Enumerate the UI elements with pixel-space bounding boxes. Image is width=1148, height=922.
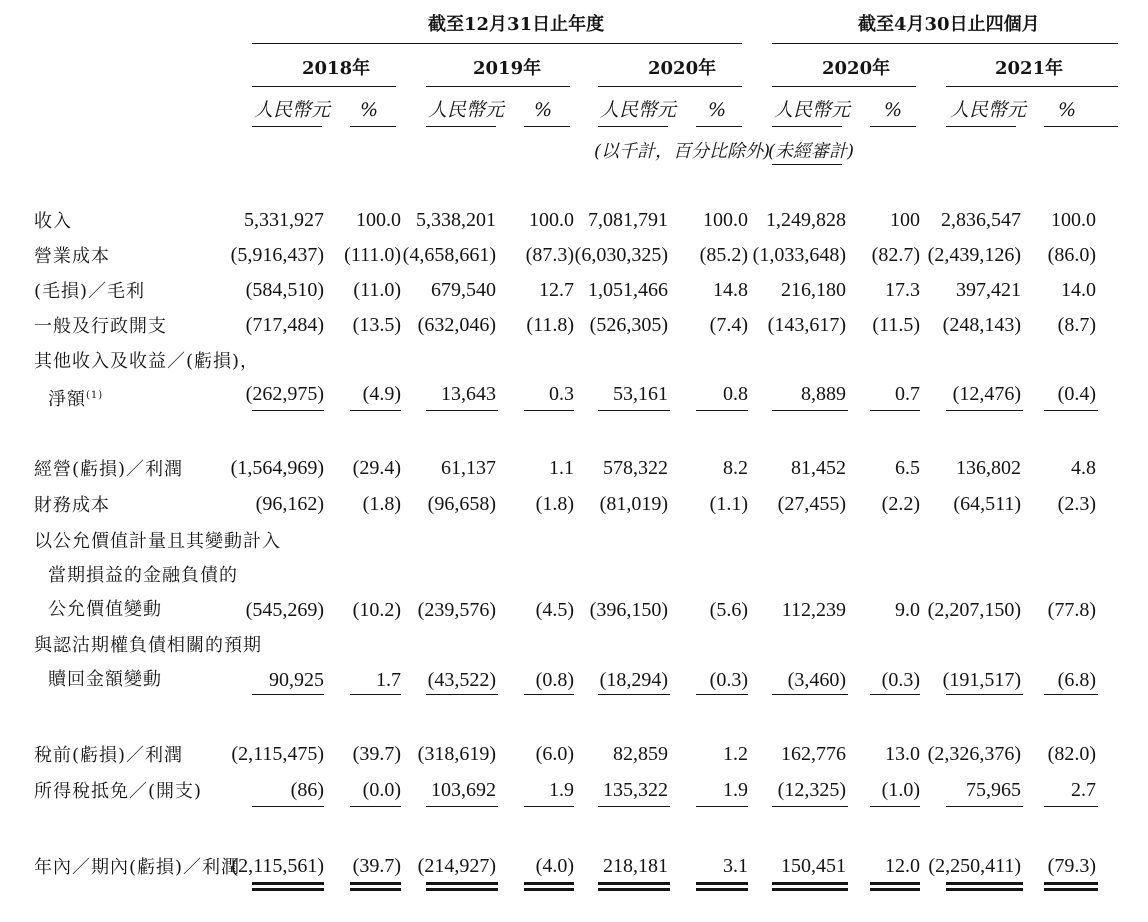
- row-label-fvtpl-3: 公允價值變動: [48, 599, 162, 620]
- cell-r10-2020p-pct: (1.0): [881, 779, 920, 801]
- cell-r1-2019-pct: (87.3): [525, 244, 574, 266]
- pct-label-2021-period: %: [1058, 99, 1077, 121]
- period-2020-heading: 2020年: [822, 58, 891, 79]
- cell-r7-2021p-amount: (2,207,150): [927, 599, 1021, 621]
- cell-r8-2018-pct: 1.7: [376, 669, 401, 691]
- cell-r3-2019-amount: (632,046): [417, 314, 496, 336]
- cell-r0-2021p-amount: 2,836,547: [941, 209, 1021, 231]
- subtotal-rule: [946, 806, 1023, 807]
- subtotal-rule: [350, 806, 401, 807]
- cell-r8-2018-amount: 90,925: [269, 669, 324, 691]
- subtotal-rule: [252, 806, 324, 807]
- cell-r5-2020-amount: 578,322: [603, 457, 668, 479]
- subtotal-rule: [524, 410, 574, 411]
- row-label-cost-of-sales: 營業成本: [34, 246, 110, 267]
- subtotal-rule: [772, 694, 848, 695]
- cell-r8-2021p-pct: (6.8): [1057, 669, 1096, 691]
- subtotal-rule: [252, 694, 324, 695]
- subtotal-rule: [696, 410, 748, 411]
- subtotal-rule: [598, 694, 670, 695]
- cell-r5-2018-pct: (29.4): [352, 457, 401, 479]
- total-double-rule: [946, 882, 1023, 885]
- cell-r2-2020-amount: 1,051,466: [588, 279, 668, 301]
- pct-label-2019: %: [534, 99, 553, 121]
- cell-r7-2018-amount: (545,269): [245, 599, 324, 621]
- cell-r5-2019-amount: 61,137: [441, 457, 496, 479]
- total-double-rule: [252, 882, 324, 885]
- cell-r11-2019-pct: (4.0): [535, 855, 574, 877]
- row-label-fvtpl-2: 當期損益的金融負債的: [48, 565, 238, 586]
- row-label-revenue: 收入: [34, 211, 72, 232]
- rule: [426, 126, 496, 127]
- subtotal-rule: [524, 694, 574, 695]
- cell-r2-2021p-pct: 14.0: [1061, 279, 1096, 301]
- subtotal-rule: [772, 410, 848, 411]
- header-group-four-months: 截至4月30日止四個月: [858, 14, 1040, 35]
- cell-r10-2018-amount: (86): [290, 779, 324, 801]
- total-double-rule: [870, 888, 920, 891]
- subtotal-rule: [696, 806, 748, 807]
- subtotal-rule: [350, 694, 401, 695]
- cell-r4-2021p-pct: (0.4): [1057, 383, 1096, 405]
- row-label-gross-profit: (毛損)／毛利: [34, 281, 146, 302]
- rule: [772, 126, 842, 127]
- cell-r11-2021p-amount: (2,250,411): [928, 855, 1021, 877]
- year-2018-heading: 2018年: [302, 58, 371, 79]
- year-rule-2020-period: [772, 86, 916, 87]
- cell-r9-2019-pct: (6.0): [535, 743, 574, 765]
- cell-r8-2020p-amount: (3,460): [787, 669, 846, 691]
- subtotal-rule: [426, 410, 498, 411]
- currency-label-2021-period: 人民幣元: [950, 99, 1027, 121]
- subtotal-rule: [696, 694, 748, 695]
- cell-r5-2018-amount: (1,564,969): [230, 457, 324, 479]
- cell-r10-2021p-amount: 75,965: [966, 779, 1021, 801]
- cell-r11-2020p-amount: 150,451: [781, 855, 846, 877]
- cell-r9-2018-pct: (39.7): [352, 743, 401, 765]
- rule: [598, 126, 668, 127]
- subtotal-rule: [426, 694, 498, 695]
- cell-r2-2020-pct: 14.8: [713, 279, 748, 301]
- note-unaudited: (未經審計): [768, 141, 855, 162]
- cell-r4-2019-amount: 13,643: [441, 383, 496, 405]
- currency-label-2019: 人民幣元: [428, 99, 505, 121]
- cell-r4-2018-pct: (4.9): [362, 383, 401, 405]
- cell-r1-2020p-amount: (1,033,648): [752, 244, 846, 266]
- year-rule-2021-period: [946, 86, 1118, 87]
- total-double-rule: [696, 882, 748, 885]
- cell-r5-2021p-amount: 136,802: [956, 457, 1021, 479]
- year-2020-heading: 2020年: [648, 58, 717, 79]
- cell-r7-2019-amount: (239,576): [417, 599, 496, 621]
- row-label-put-option-1: 與認沽期權負債相關的預期: [34, 635, 262, 656]
- cell-r9-2019-amount: (318,619): [417, 743, 496, 765]
- cell-r5-2021p-pct: 4.8: [1071, 457, 1096, 479]
- cell-r11-2020-pct: 3.1: [723, 855, 748, 877]
- year-rule-2018: [252, 86, 396, 87]
- cell-r7-2020p-pct: 9.0: [895, 599, 920, 621]
- cell-r11-2020-amount: 218,181: [603, 855, 668, 877]
- rule: [350, 126, 396, 127]
- row-label-income-tax: 所得稅抵免／(開支): [34, 781, 203, 802]
- cell-r0-2018-amount: 5,331,927: [244, 209, 324, 231]
- subtotal-rule: [870, 694, 920, 695]
- cell-r7-2021p-pct: (77.8): [1047, 599, 1096, 621]
- cell-r1-2020-pct: (85.2): [699, 244, 748, 266]
- cell-r7-2019-pct: (4.5): [535, 599, 574, 621]
- cell-r1-2021p-amount: (2,439,126): [927, 244, 1021, 266]
- row-label-put-option-2: 贖回金額變動: [48, 669, 162, 690]
- cell-r9-2021p-amount: (2,326,376): [927, 743, 1021, 765]
- cell-r5-2019-pct: 1.1: [549, 457, 574, 479]
- subtotal-rule: [598, 806, 670, 807]
- rule: [1044, 126, 1118, 127]
- total-double-rule: [696, 888, 748, 891]
- cell-r9-2018-amount: (2,115,475): [231, 743, 324, 765]
- total-double-rule: [598, 888, 670, 891]
- subtotal-rule: [1044, 806, 1098, 807]
- total-double-rule: [1044, 882, 1098, 885]
- cell-r1-2018-amount: (5,916,437): [230, 244, 324, 266]
- cell-r4-2020p-amount: 8,889: [801, 383, 846, 405]
- cell-r8-2019-pct: (0.8): [535, 669, 574, 691]
- cell-r0-2020p-pct: 100: [890, 209, 920, 231]
- cell-r7-2018-pct: (10.2): [352, 599, 401, 621]
- cell-r6-2021p-pct: (2.3): [1057, 493, 1096, 515]
- cell-r4-2020-pct: 0.8: [723, 383, 748, 405]
- cell-r10-2019-amount: 103,692: [431, 779, 496, 801]
- cell-r10-2020-amount: 135,322: [603, 779, 668, 801]
- subtotal-rule: [426, 806, 498, 807]
- cell-r10-2019-pct: 1.9: [549, 779, 574, 801]
- cell-r11-2018-amount: (2,115,561): [231, 855, 324, 877]
- cell-r2-2018-amount: (584,510): [245, 279, 324, 301]
- header-group-full-year: 截至12月31日止年度: [428, 14, 605, 35]
- subtotal-rule: [1044, 410, 1098, 411]
- subtotal-rule: [946, 694, 1023, 695]
- cell-r6-2018-pct: (1.8): [362, 493, 401, 515]
- cell-r6-2019-pct: (1.8): [535, 493, 574, 515]
- subtotal-rule: [1044, 694, 1098, 695]
- cell-r6-2021p-amount: (64,511): [953, 493, 1021, 515]
- cell-r11-2019-amount: (214,927): [417, 855, 496, 877]
- cell-r2-2019-pct: 12.7: [539, 279, 574, 301]
- cell-r6-2020-pct: (1.1): [709, 493, 748, 515]
- total-double-rule: [1044, 888, 1098, 891]
- cell-r4-2020p-pct: 0.7: [895, 383, 920, 405]
- cell-r2-2021p-amount: 397,421: [956, 279, 1021, 301]
- total-double-rule: [524, 882, 574, 885]
- rule: [696, 126, 742, 127]
- note-thousands: (以千計，百分比除外): [594, 141, 771, 162]
- cell-r3-2018-amount: (717,484): [245, 314, 324, 336]
- cell-r6-2020-amount: (81,019): [599, 493, 668, 515]
- cell-r5-2020p-pct: 6.5: [895, 457, 920, 479]
- cell-r2-2020p-amount: 216,180: [781, 279, 846, 301]
- cell-r1-2021p-pct: (86.0): [1047, 244, 1096, 266]
- cell-r6-2020p-amount: (27,455): [777, 493, 846, 515]
- cell-r0-2018-pct: 100.0: [356, 209, 401, 231]
- total-double-rule: [598, 882, 670, 885]
- cell-r11-2021p-pct: (79.3): [1047, 855, 1096, 877]
- subtotal-rule: [350, 410, 401, 411]
- cell-r11-2020p-pct: 12.0: [885, 855, 920, 877]
- row-label-finance-costs: 財務成本: [34, 495, 110, 516]
- row-label-profit-before-tax: 稅前(虧損)／利潤: [34, 745, 184, 766]
- cell-r10-2020-pct: 1.9: [723, 779, 748, 801]
- row-label-admin-expenses: 一般及行政開支: [34, 316, 167, 337]
- cell-r3-2020p-amount: (143,617): [767, 314, 846, 336]
- cell-r9-2020p-amount: 162,776: [781, 743, 846, 765]
- cell-r1-2018-pct: (111.0): [344, 244, 401, 266]
- year-rule-2020: [598, 86, 742, 87]
- total-double-rule: [946, 888, 1023, 891]
- cell-r9-2020-amount: 82,859: [613, 743, 668, 765]
- total-double-rule: [350, 888, 401, 891]
- period-2021-heading: 2021年: [995, 58, 1064, 79]
- cell-r3-2020-amount: (526,305): [589, 314, 668, 336]
- cell-r2-2019-amount: 679,540: [431, 279, 496, 301]
- subtotal-rule: [946, 410, 1023, 411]
- cell-r7-2020p-amount: 112,239: [781, 599, 846, 621]
- cell-r3-2020-pct: (7.4): [709, 314, 748, 336]
- total-double-rule: [772, 888, 848, 891]
- year-2019-heading: 2019年: [473, 58, 542, 79]
- currency-label-2020: 人民幣元: [600, 99, 677, 121]
- pct-label-2020: %: [708, 99, 727, 121]
- cell-r3-2021p-pct: (8.7): [1057, 314, 1096, 336]
- cell-r0-2020-pct: 100.0: [703, 209, 748, 231]
- row-label-profit-for-period: 年內／期內(虧損)／利潤: [34, 857, 241, 878]
- currency-label-2020-period: 人民幣元: [774, 99, 851, 121]
- pct-label-2020-period: %: [884, 99, 903, 121]
- cell-r11-2018-pct: (39.7): [352, 855, 401, 877]
- cell-r4-2020-amount: 53,161: [613, 383, 668, 405]
- cell-r3-2020p-pct: (11.5): [872, 314, 920, 336]
- cell-r6-2019-amount: (96,658): [427, 493, 496, 515]
- cell-r1-2019-amount: (4,658,661): [402, 244, 496, 266]
- subtotal-rule: [772, 806, 848, 807]
- cell-r4-2018-amount: (262,975): [245, 383, 324, 405]
- cell-r8-2019-amount: (43,522): [427, 669, 496, 691]
- cell-r3-2019-pct: (11.8): [526, 314, 574, 336]
- cell-r3-2018-pct: (13.5): [352, 314, 401, 336]
- cell-r0-2019-pct: 100.0: [529, 209, 574, 231]
- currency-label-2018: 人民幣元: [254, 99, 331, 121]
- cell-r0-2021p-pct: 100.0: [1051, 209, 1096, 231]
- cell-r5-2020-pct: 8.2: [723, 457, 748, 479]
- subtotal-rule: [598, 410, 670, 411]
- rule: [772, 164, 842, 165]
- header-rule-four-months: [772, 43, 1118, 44]
- pct-label-2018: %: [360, 99, 379, 121]
- cell-r8-2020p-pct: (0.3): [881, 669, 920, 691]
- cell-r10-2020p-amount: (12,325): [777, 779, 846, 801]
- row-label-other-income-net: 淨額$^{(1)}$: [48, 389, 104, 410]
- total-double-rule: [252, 888, 324, 891]
- rule: [524, 126, 570, 127]
- cell-r4-2021p-amount: (12,476): [952, 383, 1021, 405]
- cell-r2-2020p-pct: 17.3: [885, 279, 920, 301]
- row-label-operating-profit: 經營(虧損)／利潤: [34, 459, 184, 480]
- cell-r2-2018-pct: (11.0): [353, 279, 401, 301]
- cell-r7-2020-amount: (396,150): [589, 599, 668, 621]
- cell-r7-2020-pct: (5.6): [709, 599, 748, 621]
- subtotal-rule: [870, 806, 920, 807]
- subtotal-rule: [870, 410, 920, 411]
- cell-r8-2021p-amount: (191,517): [942, 669, 1021, 691]
- year-rule-2019: [426, 86, 570, 87]
- subtotal-rule: [524, 806, 574, 807]
- row-label-fvtpl-1: 以公允價值計量且其變動計入: [34, 531, 281, 552]
- total-double-rule: [772, 882, 848, 885]
- rule: [252, 126, 322, 127]
- cell-r10-2018-pct: (0.0): [362, 779, 401, 801]
- total-double-rule: [426, 882, 498, 885]
- total-double-rule: [350, 882, 401, 885]
- cell-r9-2021p-pct: (82.0): [1047, 743, 1096, 765]
- cell-r9-2020-pct: 1.2: [723, 743, 748, 765]
- total-double-rule: [524, 888, 574, 891]
- header-rule-full-year: [252, 43, 742, 44]
- rule: [946, 126, 1016, 127]
- cell-r4-2019-pct: 0.3: [549, 383, 574, 405]
- total-double-rule: [870, 882, 920, 885]
- cell-r9-2020p-pct: 13.0: [885, 743, 920, 765]
- cell-r6-2020p-pct: (2.2): [881, 493, 920, 515]
- cell-r5-2020p-amount: 81,452: [791, 457, 846, 479]
- cell-r1-2020p-pct: (82.7): [871, 244, 920, 266]
- cell-r8-2020-amount: (18,294): [599, 669, 668, 691]
- cell-r6-2018-amount: (96,162): [255, 493, 324, 515]
- cell-r0-2020-amount: 7,081,791: [588, 209, 668, 231]
- cell-r0-2019-amount: 5,338,201: [416, 209, 496, 231]
- rule: [870, 126, 916, 127]
- subtotal-rule: [252, 410, 324, 411]
- cell-r10-2021p-pct: 2.7: [1071, 779, 1096, 801]
- cell-r1-2020-amount: (6,030,325): [574, 244, 668, 266]
- cell-r0-2020p-amount: 1,249,828: [766, 209, 846, 231]
- total-double-rule: [426, 888, 498, 891]
- row-label-other-income: 其他收入及收益／(虧損)，: [34, 351, 260, 372]
- cell-r3-2021p-amount: (248,143): [942, 314, 1021, 336]
- cell-r8-2020-pct: (0.3): [709, 669, 748, 691]
